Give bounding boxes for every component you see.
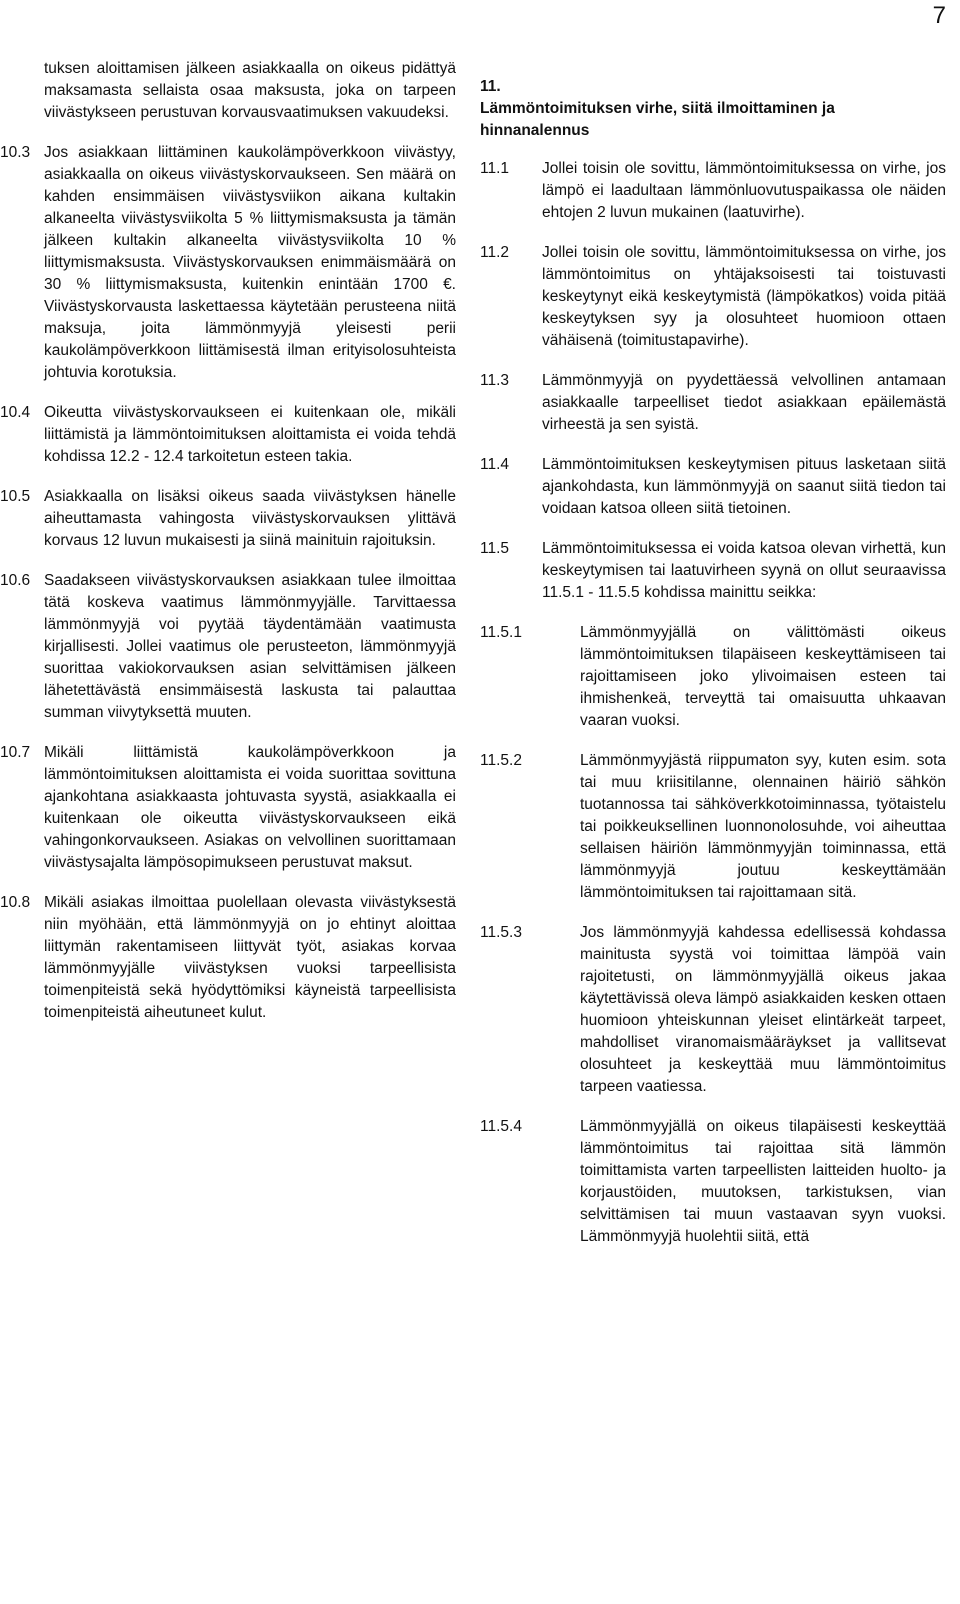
clause-number: 10.6 — [0, 572, 31, 589]
section-heading-number: 11. — [480, 78, 501, 95]
clause-10-6 — [0, 570, 456, 724]
clause-number: 10.3 — [0, 144, 31, 161]
left-column — [0, 58, 456, 1042]
subclause-number: 11.5.1 — [480, 624, 522, 641]
clause-number: 11.3 — [480, 372, 510, 389]
clause-text: Lämmöntoimituksen keskeytymisen pituus lasketaan siitä ajankohdasta, kun lämmönmyyjä on saanut siitä tiedon tai voidaan katsoa olleen siitä tietoinen. — [542, 456, 946, 517]
clause-11-5-4 — [480, 1116, 946, 1248]
clause-11-5-3 — [480, 922, 946, 1098]
clause-10-8 — [0, 892, 456, 1024]
section-heading — [480, 76, 946, 142]
clause-text: Asiakkaalla on lisäksi oikeus saada viivästyksen hänelle aiheuttamasta vahingosta viivästyskorvauksen ylittävä korvaus 12 luvun mukaisesti ja siinä mainituin rajoituksin. — [44, 488, 456, 549]
clause-text: Jollei toisin ole sovittu, lämmöntoimituksessa on virhe, jos lämpö ei laadultaan lämmönluovutuspaikassa ole näiden ehtojen 2 luvun mukainen (laatuvirhe). — [542, 160, 946, 221]
intro-paragraph: tuksen aloittamisen jälkeen asiakkaalla on oikeus pidättyä maksamasta sellaista osaa maksusta, joka on tarpeen viivästykseen perustuvan korvausvaatimuksen vakuudeksi. — [44, 60, 456, 121]
clause-11-5-2 — [480, 750, 946, 904]
clause-number: 10.5 — [0, 488, 31, 505]
clause-11-4 — [480, 454, 946, 520]
clause-number: 10.7 — [0, 744, 31, 761]
right-column — [480, 76, 946, 1266]
clause-text: Lämmöntoimituksessa ei voida katsoa olevan virhettä, kun keskeytymisen tai laatuvirheen syynä on ollut seuraavissa 11.5.1 - 11.5.5 kohdissa mainittu seikka: — [542, 540, 946, 601]
clause-number: 11.2 — [480, 244, 510, 261]
clause-10-4 — [0, 402, 456, 468]
clause-number: 11.5 — [480, 540, 510, 557]
section-heading-title: Lämmöntoimituksen virhe, siitä ilmoittaminen ja hinnanalennus — [480, 100, 835, 139]
clause-text: Saadakseen viivästyskorvauksen asiakkaan tulee ilmoittaa tätä koskeva vaatimus lämmönmyyjälle. Tarvittaessa lämmönmyyjä voi pyytää täydentämään vaatimusta kirjallisesti. Jollei vaatimus ole perusteeton, lämmönmyyjä suorittaa vakiokorvauksen asian selvittämisen jälkeen lähetettävästä ensimmäisestä laskusta tai palauttaa summan viivytyksettä muuten. — [44, 572, 456, 721]
subclause-text: Lämmönmyyjällä on oikeus tilapäisesti keskeyttää lämmöntoimitus tai rajoittaa sitä lämmön toimittamista varten tarpeellisten laitteiden huolto- ja korjaustöiden, muutoksen, tarkistuksen, vian selvittämisen tai muun vastaavan syyn vuoksi. Lämmönmyyjä huolehtii siitä, että — [580, 1118, 946, 1245]
clause-number: 11.1 — [480, 160, 510, 177]
clause-10-3 — [0, 142, 456, 384]
clause-11-1 — [480, 158, 946, 224]
clause-11-2 — [480, 242, 946, 352]
clause-11-3 — [480, 370, 946, 436]
clause-text: Mikäli asiakas ilmoittaa puolellaan olevasta viivästyksestä niin myöhään, että lämmönmyyjä on jo ehtinyt aloittaa liittymän rakentamiseen liittyvät työt, asiakas korvaa lämmönmyyjälle viivästyksen vuoksi tarpeellisista toimenpiteistä sekä hyödyttömiksi käyneistä tarpeellisista toimenpiteistä aiheutuneet kulut. — [44, 894, 456, 1021]
clause-10-7 — [0, 742, 456, 874]
clause-text: Jos asiakkaan liittäminen kaukolämpöverkkoon viivästyy, asiakkaalla on oikeus viivästyskorvaukseen. Sen määrä on kahden ensimmäisen viivästysviikon aikana kultakin alkaneelta viivästysviikolta 5 % liittymismaksusta ja tämän jälkeen kultakin alkaneelta viivästysviikolta 10 % liittymismaksusta. Viivästyskorvauksen enimmäismäärä on 30 % liittymismaksusta, kuitenkin enintään 1700 €. Viivästyskorvausta laskettaessa käytetään perusteena niitä maksuja, joita lämmönmyyjä yleisesti perii kaukolämpöverkkoon liittämisestä ilman erityisolosuhteista johtuvia korotuksia. — [44, 144, 456, 381]
clause-text: Oikeutta viivästyskorvaukseen ei kuitenkaan ole, mikäli liittämistä ja lämmöntoimituksen aloittamista ei voida tehdä kohdissa 12.2 - 12.4 tarkoitetun esteen takia. — [44, 404, 456, 465]
clause-11-5 — [480, 538, 946, 604]
clause-number: 10.4 — [0, 404, 31, 421]
subclause-text: Jos lämmönmyyjä kahdessa edellisessä kohdassa mainitusta syystä voi toimittaa lämpöä vain rajoitetusti, on lämmönmyyjällä oikeus jakaa käytettävissä oleva lämpö asiakkaiden kesken ottaen huomioon yhteiskunnan yleiset elintärkeät tarpeet, mahdolliset viranomaismääräykset ja vallitsevat olosuhteet ja keskeyttää muu lämmöntoimitus tarpeen vaatiessa. — [580, 924, 946, 1095]
clause-11-5-1 — [480, 622, 946, 732]
clause-number: 10.8 — [0, 894, 31, 911]
clause-10-5 — [0, 486, 456, 552]
subclause-text: Lämmönmyyjästä riippumaton syy, kuten esim. sota tai muu kriisitilanne, olennainen häiriö sähkön tuotannossa tai sähköverkkotoiminnassa, työtaistelu tai poikkeuksellinen luonnonolosuhde, voi aiheuttaa sellaisen häiriön lämmönmyyjän toiminnassa, että lämmönmyyjä joutuu keskeyttämään lämmöntoimituksen tai rajoittamaan sitä. — [580, 752, 946, 901]
page-number: 7 — [932, 2, 946, 29]
subclause-text: Lämmönmyyjällä on välittömästi oikeus lämmöntoimituksen tilapäiseen keskeyttämiseen tai rajoittamiseen joko ylivoimaisen esteen tai ihmishenkeä, terveyttä tai omaisuutta uhkaavan vaaran vuoksi. — [580, 624, 946, 729]
clause-text: Mikäli liittämistä kaukolämpöverkkoon ja lämmöntoimituksen aloittamista ei voida suorittaa sovittuna ajankohtana asiakkaasta johtuvasta syystä, asiakkaalla ei kuitenkaan ole oikeutta viivästyskorvaukseen eikä vahingonkorvaukseen. Asiakas on velvollinen suorittamaan viivästysajalta lämpösopimukseen perustuvat maksut. — [44, 744, 456, 871]
clause-text: Lämmönmyyjä on pyydettäessä velvollinen antamaan asiakkaalle tarpeelliset tiedot asiakkaan epäilemästä virheestä ja sen syistä. — [542, 372, 946, 433]
subclause-number: 11.5.2 — [480, 752, 522, 769]
subclause-number: 11.5.4 — [480, 1118, 522, 1135]
subclause-number: 11.5.3 — [480, 924, 522, 941]
clause-text: Jollei toisin ole sovittu, lämmöntoimituksessa on virhe, jos lämmöntoimitus on yhtäjaksoisesti tai toistuvasti keskeytynyt eikä keskeytymistä (lämpökatkos) voida pitää keskeytyksen syy ja olosuhteet huomioon ottaen vähäisenä (toimitustapavirhe). — [542, 244, 946, 349]
clause-number: 11.4 — [480, 456, 510, 473]
